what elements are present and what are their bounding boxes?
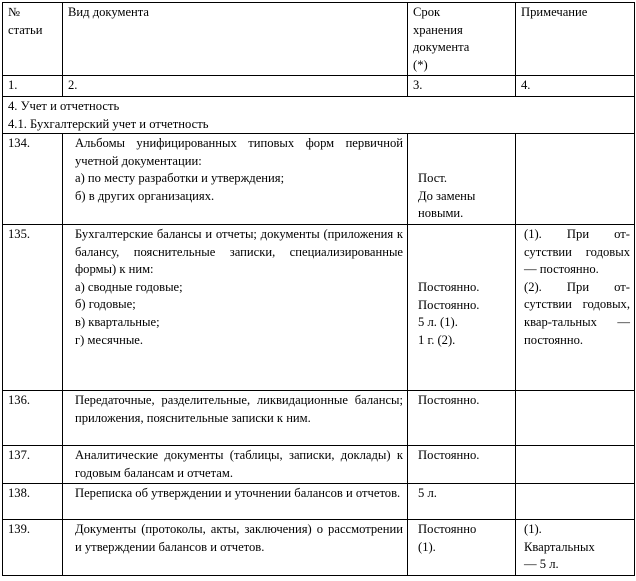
retention-term: Пост. До замены новыми. [418, 171, 476, 221]
document-subitem: а) по месту разработки и утверждения; [75, 171, 285, 186]
header-retention-term: Срок хранения документа (*) [408, 3, 516, 76]
retention-term: Постоянно. [418, 447, 480, 462]
document-description: Переписка об утверждении и уточнении балансов и отчетов. [75, 486, 401, 501]
note-cell [516, 445, 635, 483]
retention-term-cell [408, 484, 516, 520]
column-number-1: 1. [3, 76, 63, 97]
document-description: Аналитические документы (таблицы, записки, доклады) к годовым балансам и отчетам. [75, 447, 403, 480]
document-type-cell [63, 484, 408, 520]
retention-term-cell [408, 390, 516, 445]
note-text: (1). Квартальных — 5 л. [524, 522, 595, 572]
article-number: 137. [3, 445, 63, 483]
retention-term-cell [408, 134, 516, 225]
article-number: 135. [3, 224, 63, 390]
document-description: Бухгалтерские балансы и отчеты; документы (приложения к балансу, пояснительные записки, специализированные формы) к ним: [75, 226, 403, 277]
retention-term-cell [408, 224, 516, 390]
article-number: 139. [3, 520, 63, 576]
note-cell [516, 520, 635, 576]
article-number: 134. [3, 134, 63, 225]
retention-term: Постоянно (1). [418, 522, 477, 554]
retention-term: 5 л. [418, 486, 437, 501]
document-description: Документы (протоколы, акты, заключения) о рассмотрении и утверждении балансов и отчетов. [75, 522, 403, 554]
column-number-4: 4. [516, 76, 635, 97]
document-subitem: б) в других организациях. [75, 188, 215, 203]
note-text: (1). При от-сутствии годовых — постоянно. (2). При от-сутствии годовых, квар-тальных — постоянно. [524, 226, 630, 347]
header-note: Примечание [516, 3, 635, 76]
table-row [3, 484, 635, 520]
header-article-number: № статьи [3, 3, 63, 76]
note-cell [516, 134, 635, 225]
retention-term: Постоянно. [418, 392, 480, 407]
document-subitem: б) годовые; [75, 297, 136, 312]
section-subtitle: 4.1. Бухгалтерский учет и отчетность [8, 116, 209, 131]
retention-term-cell [408, 520, 516, 576]
document-type-cell [63, 390, 408, 445]
column-number-3: 3. [408, 76, 516, 97]
retention-term-cell [408, 445, 516, 483]
note-cell [516, 390, 635, 445]
table-row [3, 445, 635, 483]
table-row [3, 390, 635, 445]
table-row [3, 134, 635, 225]
note-cell [516, 484, 635, 520]
document-subitem: в) квартальные; [75, 314, 160, 329]
article-number: 136. [3, 390, 63, 445]
retention-schedule-table [2, 2, 635, 576]
document-type-cell [63, 520, 408, 576]
document-type-cell [63, 134, 408, 225]
article-number: 138. [3, 484, 63, 520]
document-type-cell [63, 445, 408, 483]
retention-term: Постоянно. Постоянно. 5 л. (1). 1 г. (2). [418, 279, 480, 347]
document-description: Передаточные, разделительные, ликвидационные балансы; приложения, пояснительные записки к ним. [75, 392, 403, 425]
table-row [3, 520, 635, 576]
document-type-cell [63, 224, 408, 390]
table-row [3, 224, 635, 390]
section-title: 4. Учет и отчетность [8, 98, 120, 113]
document-subitem: а) сводные годовые; [75, 279, 183, 294]
note-cell [516, 224, 635, 390]
section-row [3, 96, 635, 133]
column-number-2: 2. [63, 76, 408, 97]
header-row [3, 3, 635, 76]
document-subitem: г) месячные. [75, 332, 144, 347]
header-document-type: Вид документа [63, 3, 408, 76]
document-description: Альбомы унифицированных типовых форм первичной учетной документации: [75, 136, 403, 168]
column-numbering-row [3, 76, 635, 97]
